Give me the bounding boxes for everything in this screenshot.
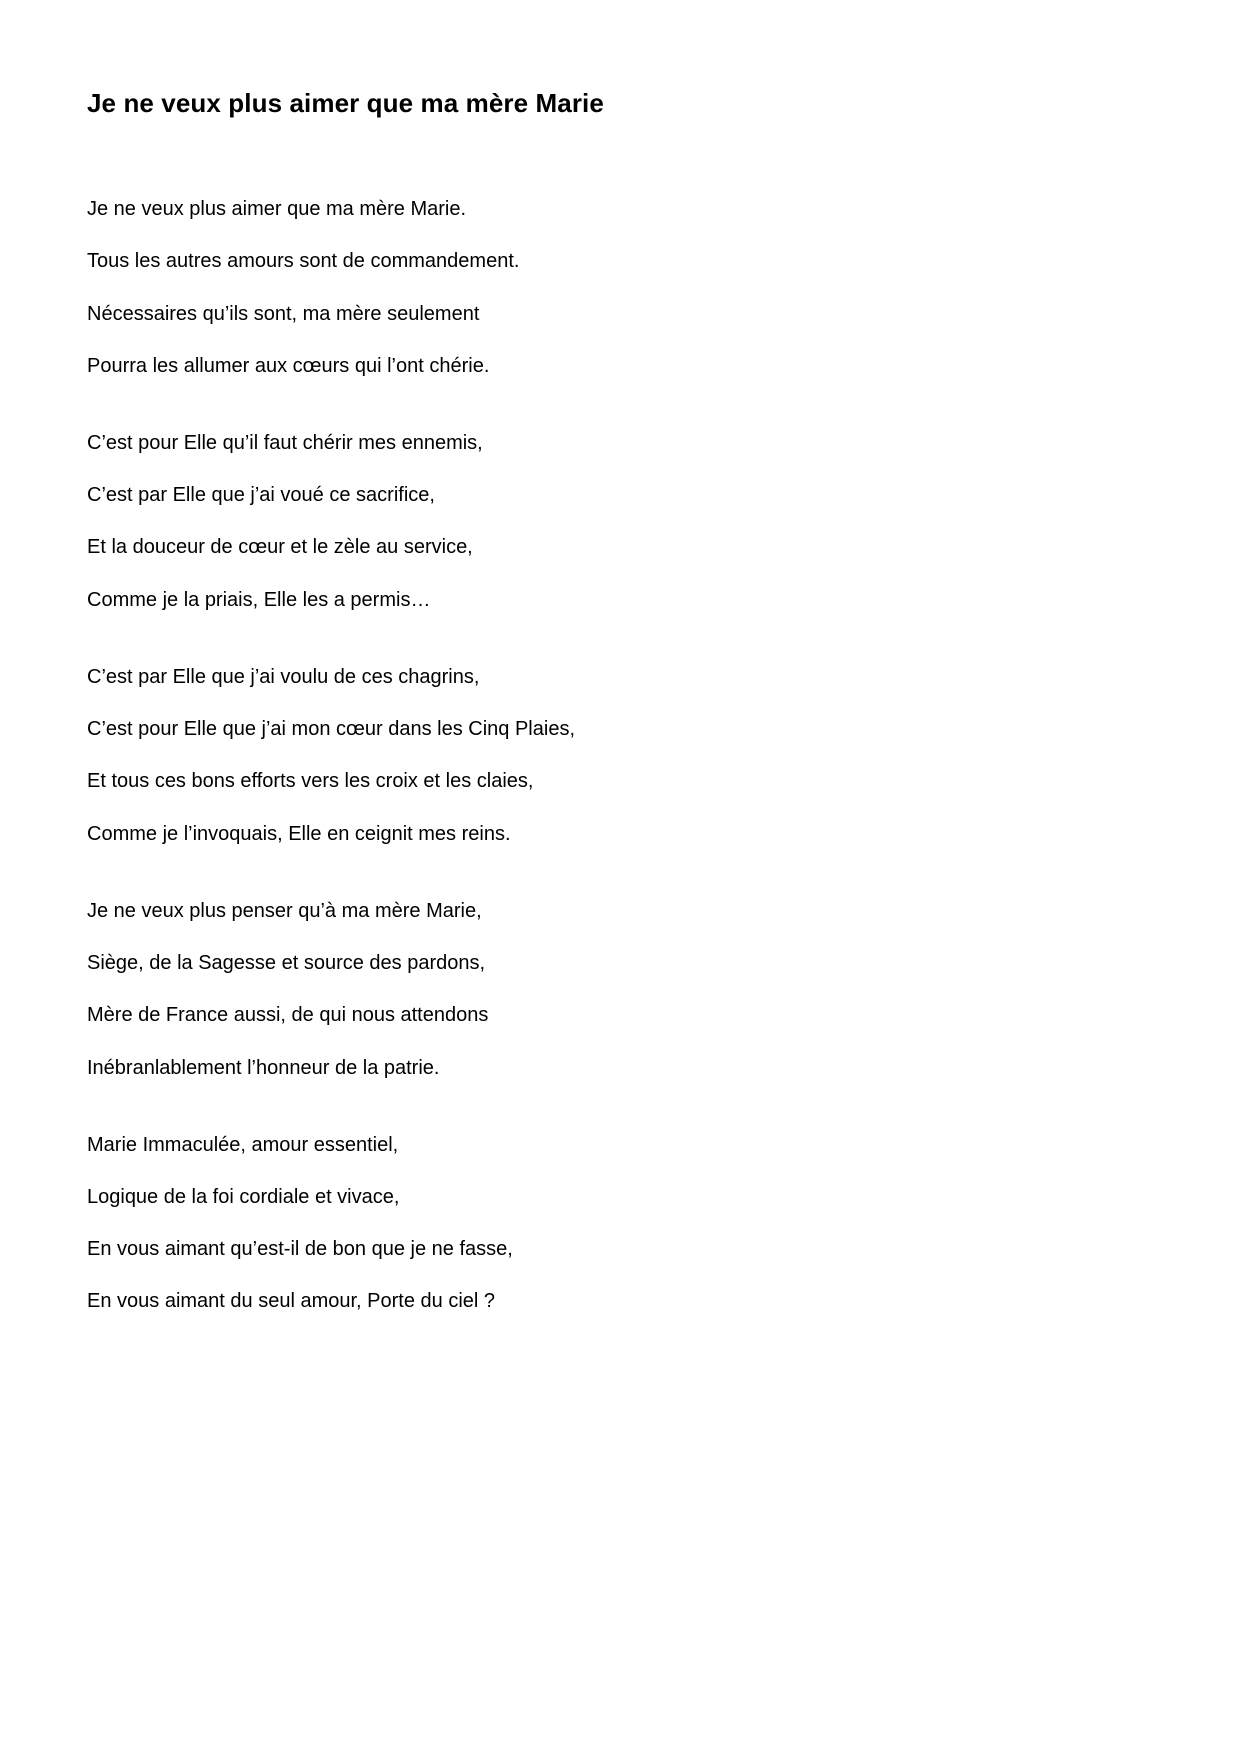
verse-line: Mère de France aussi, de qui nous attendons: [87, 1004, 489, 1027]
verse-line: Je ne veux plus aimer que ma mère Marie.: [87, 198, 467, 220]
stanza-1: [87, 196, 1087, 379]
stanza-5: [87, 1132, 1087, 1315]
verse-line: Et tous ces bons efforts vers les croix et les claies,: [87, 770, 534, 793]
verse-line: C’est pour Elle qu’il faut chérir mes ennemis,: [87, 431, 483, 454]
verse-line: Inébranlablement l’honneur de la patrie.: [87, 1056, 440, 1079]
verse-line: Nécessaires qu’ils sont, ma mère seulement: [87, 302, 480, 325]
verse-line: C’est par Elle que j’ai voué ce sacrifice,: [87, 484, 435, 507]
stanza-2: [87, 430, 1087, 613]
verse-line: Pourra les allumer aux cœurs qui l’ont chérie.: [87, 354, 490, 377]
verse-line: Comme je l’invoquais, Elle en ceignit mes reins.: [87, 822, 511, 845]
poem-body: [87, 196, 1087, 1365]
verse-line: Et la douceur de cœur et le zèle au service,: [87, 536, 473, 559]
verse-line: C’est pour Elle que j’ai mon cœur dans les Cinq Plaies,: [87, 718, 575, 741]
poem-title: Je ne veux plus aimer que ma mère Marie: [87, 88, 604, 118]
verse-line: En vous aimant qu’est-il de bon que je ne fasse,: [87, 1238, 513, 1261]
verse-line: En vous aimant du seul amour, Porte du ciel ?: [87, 1290, 496, 1313]
verse-line: Tous les autres amours sont de commandement.: [87, 250, 520, 273]
verse-line: Marie Immaculée, amour essentiel,: [87, 1133, 399, 1156]
verse-line: Comme je la priais, Elle les a permis…: [87, 588, 431, 611]
stanza-4: [87, 898, 1087, 1081]
verse-line: Siège, de la Sagesse et source des pardons,: [87, 951, 486, 974]
verse-line: Je ne veux plus penser qu’à ma mère Marie,: [87, 899, 482, 922]
verse-line: C’est par Elle que j’ai voulu de ces chagrins,: [87, 665, 480, 688]
verse-line: Logique de la foi cordiale et vivace,: [87, 1185, 400, 1208]
stanza-3: [87, 664, 1087, 847]
